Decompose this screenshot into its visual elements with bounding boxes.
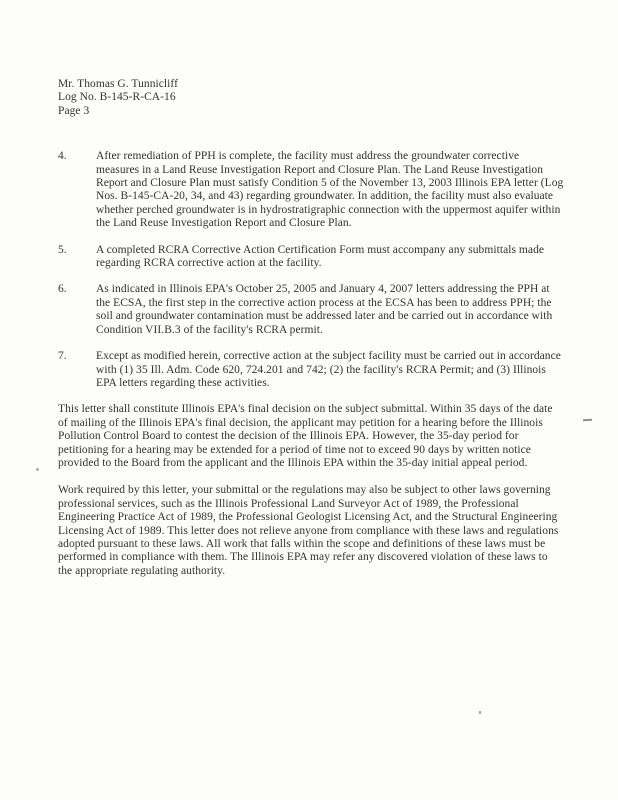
scan-artifact-dot-bottom bbox=[479, 711, 481, 714]
recipient-name: Mr. Thomas G. Tunnicliff bbox=[58, 78, 178, 90]
list-item-text: Except as modified herein, corrective action at the subject facility must be carried out in accordance with (1) 35 Ill. Adm. Code 620, 724.201 and 742; (2) the facility's RCRA Permit; and (3) Illinois EPA letters regarding these activities. bbox=[96, 350, 561, 389]
list-item-text: A completed RCRA Corrective Action Certification Form must accompany any submittals made regarding RCRA corrective action at the facility. bbox=[96, 243, 545, 270]
list-item-text: After remediation of PPH is complete, the facility must address the groundwater corrective measures in a Land Reuse Investigation Report and Closure Plan. The Land Reuse Investigation Report and Closure Plan must satisfy Condition 5 of the November 13, 2003 Illinois EPA letter (Log Nos. B-145-CA-20, 34, and 43) regarding groundwater. In addition, the facility must also evaluate whether perched groundwater is in hydrostratigraphic connection with the uppermost aquifer within the Land Reuse Investigation Report and Closure Plan. bbox=[96, 150, 564, 230]
numbered-conditions-list bbox=[58, 150, 564, 390]
log-number: Log No. B-145-R-CA-16 bbox=[58, 91, 176, 104]
list-item bbox=[58, 244, 564, 271]
list-item bbox=[58, 283, 564, 337]
letter-content bbox=[58, 78, 564, 591]
scan-artifact-dash bbox=[583, 419, 592, 422]
list-item bbox=[58, 350, 564, 390]
professional-services-paragraph: Work required by this letter, your submittal or the regulations may also be subject to other laws governing professional services, such as the Illinois Professional Land Surveyor Act of 1989, the Professional Engineering Practice Act of 1989, the Professional Geologist Licensing Act, and the Structural Engineering Licensing Act of 1989. This letter does not relieve anyone from compliance with these laws and regulations adopted pursuant to these laws. All work that falls within the scope and definitions of these laws must be performed in compliance with them. The Illinois EPA may refer any discovered violation of these laws to the appropriate regulating authority. bbox=[58, 484, 559, 577]
page-number: Page 3 bbox=[58, 104, 90, 117]
list-item-number: 4. bbox=[58, 150, 67, 163]
list-item-number: 5. bbox=[58, 243, 67, 256]
list-item-number: 6. bbox=[58, 283, 67, 296]
list-item bbox=[58, 150, 564, 230]
final-decision-paragraph: This letter shall constitute Illinois EPA's final decision on the subject submittal. Within 35 days of the date of mailing of the Illinois EPA's final decision, the applicant may petition for a hearing before the Illinois Pollution Control Board to contest the decision of the Illinois EPA. However, the 35-day period for petitioning for a hearing may be extended for a period of time not to exceed 90 days by written notice provided to the Board from the applicant and the Illinois EPA within the 35-day initial appeal period. bbox=[58, 403, 553, 469]
list-item-text: As indicated in Illinois EPA's October 25, 2005 and January 4, 2007 letters addressing the PPH at the ECSA, the first step in the corrective action process at the ECSA has been to address PPH; the soil and groundwater contamination must be addressed later and be carried out in accordance with Condition VII.B.3 of the facility's RCRA permit. bbox=[96, 283, 553, 336]
scan-artifact-dot-left bbox=[36, 468, 39, 471]
list-item-number: 7. bbox=[58, 350, 67, 363]
letter-header bbox=[58, 78, 564, 118]
